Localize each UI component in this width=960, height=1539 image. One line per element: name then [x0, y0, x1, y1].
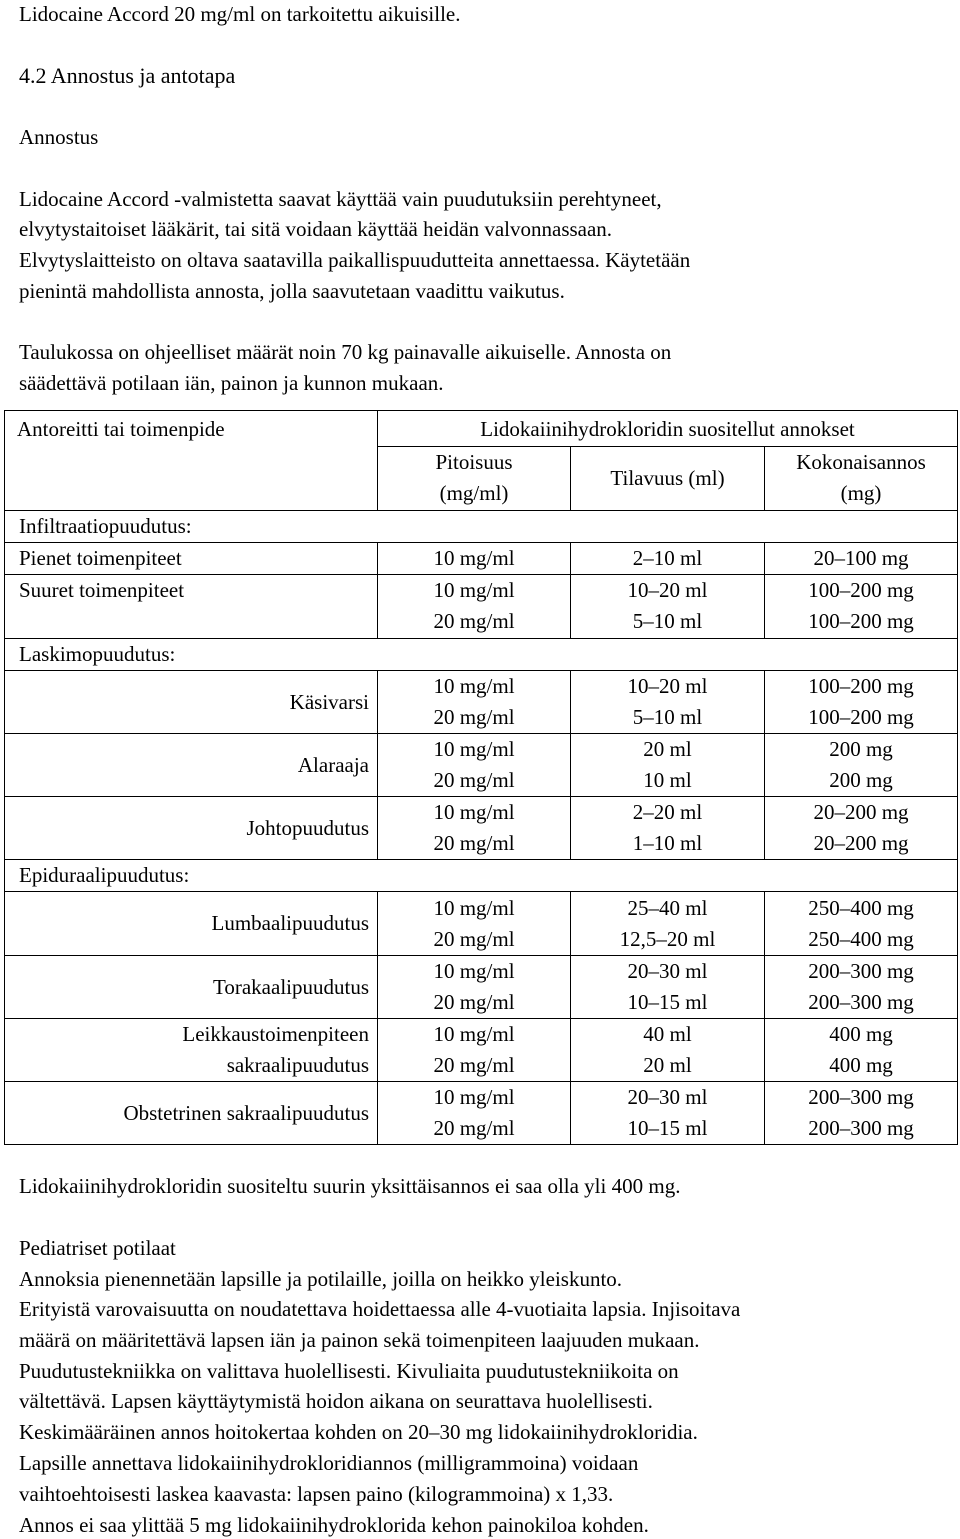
row-volume: 2–10 ml [571, 543, 765, 575]
table-row [5, 1082, 958, 1145]
value-line: 10 mg/ml [433, 737, 515, 761]
value-line: 2–20 ml [632, 800, 703, 824]
row-concentration [378, 797, 571, 860]
header-volume: Tilavuus (ml) [571, 447, 765, 511]
row-volume [571, 956, 765, 1019]
value-line: 200–300 mg [808, 1116, 914, 1140]
row-name-line: Leikkaustoimenpiteen [182, 1022, 369, 1046]
value-line: 200–300 mg [808, 990, 914, 1014]
row-name: Suuret toimenpiteet [5, 575, 378, 639]
row-name: Torakaalipuudutus [5, 956, 378, 1019]
paragraph-line: elvytystaitoiset lääkärit, tai sitä voidaan käyttää heidän valvonnassaan. [19, 217, 613, 241]
value-line: 20–200 mg [813, 831, 909, 855]
pediatric-line: Keskimääräinen annos hoitokertaa kohden on 20–30 mg lidokaiinihydrokloridia. [19, 1420, 698, 1444]
value-line: 10 mg/ml [433, 578, 515, 602]
row-volume [571, 892, 765, 956]
value-line: 10 mg/ml [433, 959, 515, 983]
group-infiltration: Infiltraatiopuudutus: [5, 511, 958, 543]
value-line: 20–200 mg [813, 800, 909, 824]
value-line: 20 mg/ml [433, 926, 515, 951]
value-line: 10–15 ml [627, 990, 708, 1014]
header-concentration-line: (mg/ml) [439, 481, 509, 505]
value-line: 20–30 ml [627, 959, 708, 983]
table-row [5, 797, 958, 860]
row-total: 20–100 mg [765, 543, 958, 575]
pediatric-line: Annos ei saa ylittää 5 mg lidokaiinihydroklorida kehon painokiloa kohden. [19, 1513, 649, 1537]
row-name: Pienet toimenpiteet [5, 543, 378, 575]
value-line: 10 mg/ml [433, 674, 515, 698]
row-volume [571, 575, 765, 639]
section-subheading: Annostus [19, 125, 99, 149]
value-line: 20 mg/ml [433, 768, 515, 792]
value-line: 20–30 ml [627, 1085, 708, 1109]
value-line: 400 mg [829, 1022, 893, 1046]
header-concentration [378, 447, 571, 511]
row-concentration [378, 892, 571, 956]
table-row [5, 671, 958, 734]
paragraph-line: Elvytyslaitteisto on oltava saatavilla paikallispuudutteita annettaessa. Käytetään [19, 248, 691, 272]
row-name: Johtopuudutus [5, 797, 378, 860]
table-row [5, 575, 958, 639]
pediatric-line: vaihtoehtoisesti laskea kaavasta: lapsen paino (kilogrammoina) x 1,33. [19, 1482, 614, 1506]
paragraph-line: säädettävä potilaan iän, painon ja kunnon mukaan. [19, 371, 444, 395]
row-name: Obstetrinen sakraalipuudutus [5, 1082, 378, 1145]
value-line: 10 mg/ml [433, 1022, 515, 1046]
row-volume [571, 1082, 765, 1145]
pediatric-line: vältettävä. Lapsen käyttäytymistä hoidon aikana on seurattava huolellisesti. [19, 1389, 653, 1413]
value-line: 200–300 mg [808, 1085, 914, 1109]
pediatric-line: Erityistä varovaisuutta on noudatettava hoidettaessa alle 4-vuotiaita lapsia. Injisoitava [19, 1297, 741, 1321]
row-concentration [378, 1082, 571, 1145]
value-line: 250–400 mg [808, 895, 914, 920]
row-name [5, 1019, 378, 1082]
value-line: 20 mg/ml [433, 1116, 515, 1140]
value-line: 10–20 ml [627, 674, 708, 698]
value-line: 200 mg [829, 768, 893, 792]
row-volume [571, 671, 765, 734]
row-total [765, 956, 958, 1019]
value-line: 5–10 ml [632, 705, 703, 729]
table-row [5, 892, 958, 956]
pediatric-line: Puudutustekniikka on valittava huolellisesti. Kivuliaita puudutustekniikoita on [19, 1359, 679, 1383]
header-total-dose [765, 447, 958, 511]
value-line: 20 ml [643, 1053, 692, 1077]
row-total [765, 575, 958, 639]
value-line: 10–20 ml [627, 578, 708, 602]
value-line: 40 ml [643, 1022, 692, 1046]
value-line: 5–10 ml [632, 609, 703, 633]
value-line: 20 mg/ml [433, 1053, 515, 1077]
row-concentration [378, 671, 571, 734]
value-line: 1–10 ml [632, 831, 703, 855]
row-total [765, 1082, 958, 1145]
value-line: 10 mg/ml [433, 895, 515, 920]
row-volume [571, 797, 765, 860]
header-recommended-doses: Lidokaiinihydrokloridin suositellut annokset [378, 411, 958, 447]
paragraph-line: Lidocaine Accord -valmistetta saavat käyttää vain puudutuksiin perehtyneet, [19, 187, 662, 211]
row-name: Käsivarsi [5, 671, 378, 734]
row-total [765, 797, 958, 860]
table-row [5, 1019, 958, 1082]
row-concentration: 10 mg/ml [378, 543, 571, 575]
value-line: 10 ml [643, 768, 692, 792]
value-line: 100–200 mg [808, 705, 914, 729]
table-row [5, 956, 958, 1019]
value-line: 400 mg [829, 1053, 893, 1077]
header-total-line: Kokonaisannos [796, 450, 926, 474]
row-total [765, 892, 958, 956]
header-total-line: (mg) [840, 481, 882, 505]
pediatric-line: Lapsille annettava lidokaiinihydrokloridiannos (milligrammoina) voidaan [19, 1451, 639, 1475]
table-row [5, 734, 958, 797]
value-line: 20 mg/ml [433, 990, 515, 1014]
row-name-line: sakraalipuudutus [226, 1053, 369, 1077]
table-row [5, 543, 958, 575]
row-total [765, 734, 958, 797]
group-epidural: Epiduraalipuudutus: [5, 860, 958, 892]
value-line: 200 mg [829, 737, 893, 761]
header-concentration-line: Pitoisuus [435, 450, 513, 474]
value-line: 10–15 ml [627, 1116, 708, 1140]
row-concentration [378, 1019, 571, 1082]
value-line: 20 mg/ml [433, 831, 515, 855]
row-concentration [378, 575, 571, 639]
group-plexus: Laskimopuudutus: [5, 639, 958, 671]
value-line: 25–40 ml [627, 895, 708, 920]
value-line: 20 mg/ml [433, 705, 515, 729]
value-line: 100–200 mg [808, 578, 914, 602]
header-route: Antoreitti tai toimenpide [5, 411, 378, 511]
row-volume [571, 734, 765, 797]
row-total [765, 671, 958, 734]
row-total [765, 1019, 958, 1082]
dosage-table [4, 410, 958, 1145]
value-line: 10 mg/ml [433, 800, 515, 824]
value-line: 20 ml [643, 737, 692, 761]
pediatric-line: Annoksia pienennetään lapsille ja potilaille, joilla on heikko yleiskunto. [19, 1267, 623, 1291]
row-volume [571, 1019, 765, 1082]
row-concentration [378, 956, 571, 1019]
value-line: 10 mg/ml [433, 1085, 515, 1109]
paragraph-line: pienintä mahdollista annosta, jolla saavutetaan vaadittu vaikutus. [19, 279, 565, 303]
value-line: 100–200 mg [808, 609, 914, 633]
row-name: Lumbaalipuudutus [5, 892, 378, 956]
row-name: Alaraaja [5, 734, 378, 797]
pediatric-heading: Pediatriset potilaat [19, 1236, 176, 1260]
pediatric-line: määrä on määritettävä lapsen iän ja painon sekä toimenpiteen laajuuden mukaan. [19, 1328, 700, 1352]
value-line: 200–300 mg [808, 959, 914, 983]
paragraph-line: Taulukossa on ohjeelliset määrät noin 70 kg painavalle aikuiselle. Annosta on [19, 340, 672, 364]
section-heading: 4.2 Annostus ja antotapa [19, 63, 236, 88]
value-line: 250–400 mg [808, 926, 914, 951]
value-line: 20 mg/ml [433, 609, 515, 633]
intro-line: Lidocaine Accord 20 mg/ml on tarkoitettu aikuisille. [19, 2, 461, 26]
row-concentration [378, 734, 571, 797]
max-dose-note: Lidokaiinihydrokloridin suositeltu suurin yksittäisannos ei saa olla yli 400 mg. [19, 1174, 681, 1198]
value-line: 100–200 mg [808, 674, 914, 698]
value-line: 12,5–20 ml [619, 926, 716, 951]
